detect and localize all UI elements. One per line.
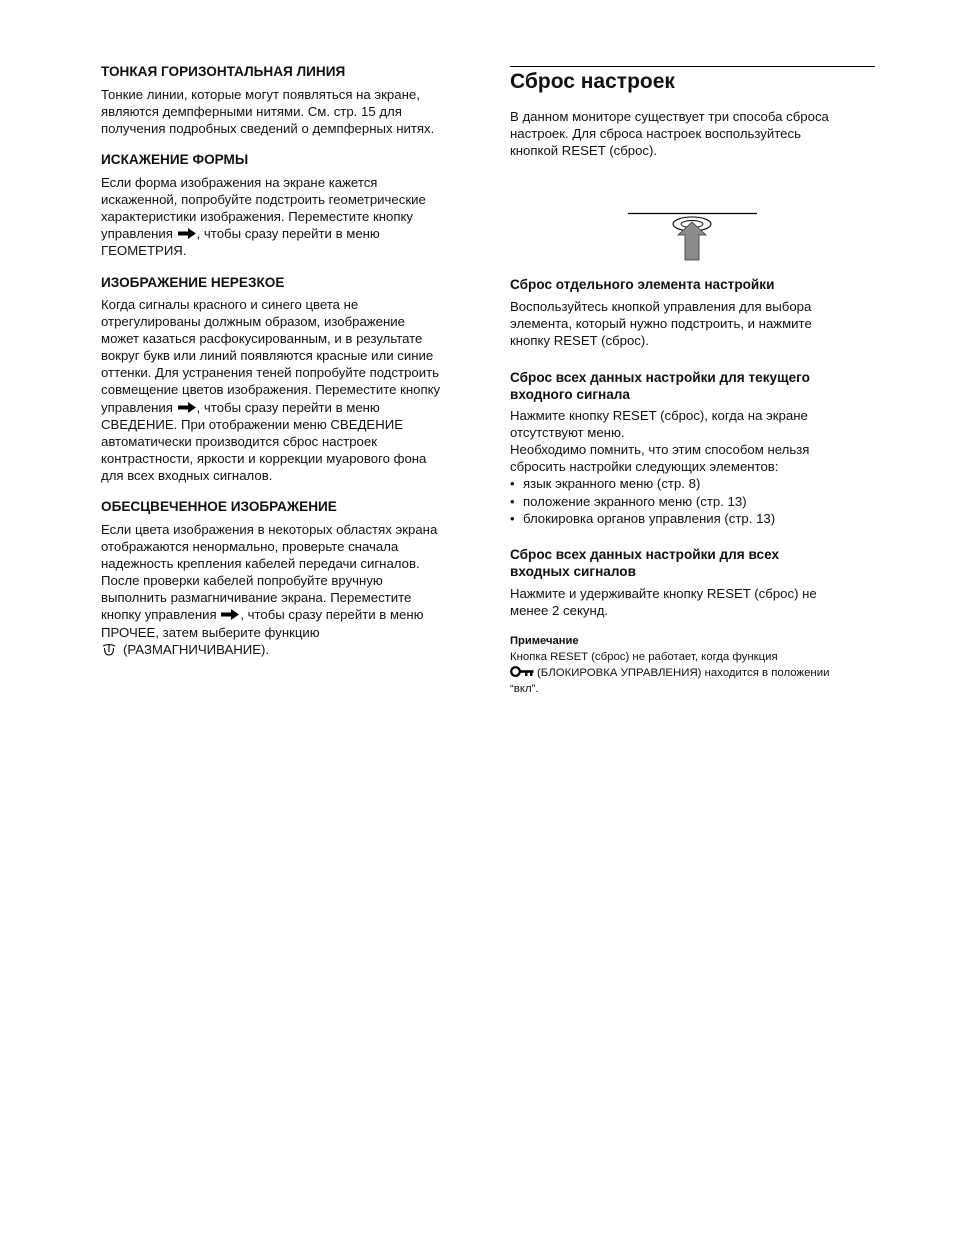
section-text-discolored: Если цвета изображения в некоторых областях экрана отображаются ненормально, проверьте сначала надежность крепления кабелей передачи сигналов. После проверки кабелей попробуйте вручную выполнить размагничивание экрана. Переместите кнопку управления , чтобы сразу перейти в меню ПРОЧЕЕ, затем выберите функцию (РАЗМАГНИЧИВАНИЕ). — [101, 522, 438, 657]
right-arrow-icon — [221, 609, 239, 620]
title-rule — [510, 66, 875, 67]
page-title: Сброс настроек — [510, 70, 675, 93]
right-arrow-icon — [178, 228, 196, 239]
list-item: • язык экранного меню (стр. 8) — [510, 475, 775, 493]
section-text-geometry: Если форма изображения на экране кажется искаженной, попробуйте подстроить геометрические характеристики изображения. Переместите кнопку управления , чтобы сразу перейти в меню ГЕОМЕТРИЯ. — [101, 175, 426, 259]
note-text: Кнопка RESET (сброс) не работает, когда функция (БЛОКИРОВКА УПРАВЛЕНИЯ) находится в положении “вкл”. — [510, 651, 830, 695]
section-text-blurry: Когда сигналы красного и синего цвета не отрегулированы должным образом, изображение может казаться расфокусированным, и в результате вокруг букв или линий появляются красные или синие оттенки. Для устранения теней попробуйте подстроить совмещение цветов изображения. Переместите кнопку управления , чтобы сразу перейти в меню СВЕДЕНИЕ. При отображении меню СВЕДЕНИЕ автоматически производится сброс настроек контрастности, яркости и коррекции муарового фона для всех входных сигналов. — [101, 297, 441, 483]
intro-text: В данном мониторе существует три способа сброса настроек. Для сброса настроек воспользуйтесь кнопкой RESET (сброс). — [510, 109, 829, 159]
section-title-discolored: ОБЕСЦВЕЧЕННОЕ ИЗОБРАЖЕНИЕ — [101, 499, 337, 514]
section-text-all-inputs: Нажмите и удерживайте кнопку RESET (сброс) не менее 2 секунд. — [510, 586, 817, 619]
section-title-current-input: Сброс всех данных настройки для текущего входного сигнала — [510, 370, 810, 402]
section-title-blurry: ИЗОБРАЖЕНИЕ НЕРЕЗКОЕ — [101, 275, 285, 290]
right-arrow-icon — [178, 402, 196, 413]
section-title-geometry: ИСКАЖЕНИЕ ФОРМЫ — [101, 152, 249, 167]
list-item: • положение экранного меню (стр. 13) — [510, 493, 775, 511]
reset-button-illustration — [628, 205, 758, 265]
section-text-single-item: Воспользуйтесь кнопкой управления для выбора элемента, который нужно подстроить, и нажмите кнопку RESET (сброс). — [510, 299, 812, 349]
list-item: • блокировка органов управления (стр. 13) — [510, 510, 775, 528]
section-title-single-item: Сброс отдельного элемента настройки — [510, 277, 775, 292]
exceptions-list — [510, 475, 775, 528]
section-text-current-input: Нажмите кнопку RESET (сброс), когда на экране отсутствуют меню. Необходимо помнить, что этим способом нельзя сбросить настройки следующих элементов: — [510, 408, 810, 475]
degauss-icon — [101, 643, 117, 656]
note-title: Примечание — [510, 635, 579, 647]
section-title-all-inputs: Сброс всех данных настройки для всех входных сигналов — [510, 547, 780, 579]
key-lock-icon — [510, 666, 534, 677]
section-title-thin-line: ТОНКАЯ ГОРИЗОНТАЛЬНАЯ ЛИНИЯ — [101, 64, 346, 79]
section-text-thin-line: Тонкие линии, которые могут появляться на экране, являются демпферными нитями. См. стр. 15 для получения подробных сведений о демпферных нитях. — [101, 87, 435, 137]
